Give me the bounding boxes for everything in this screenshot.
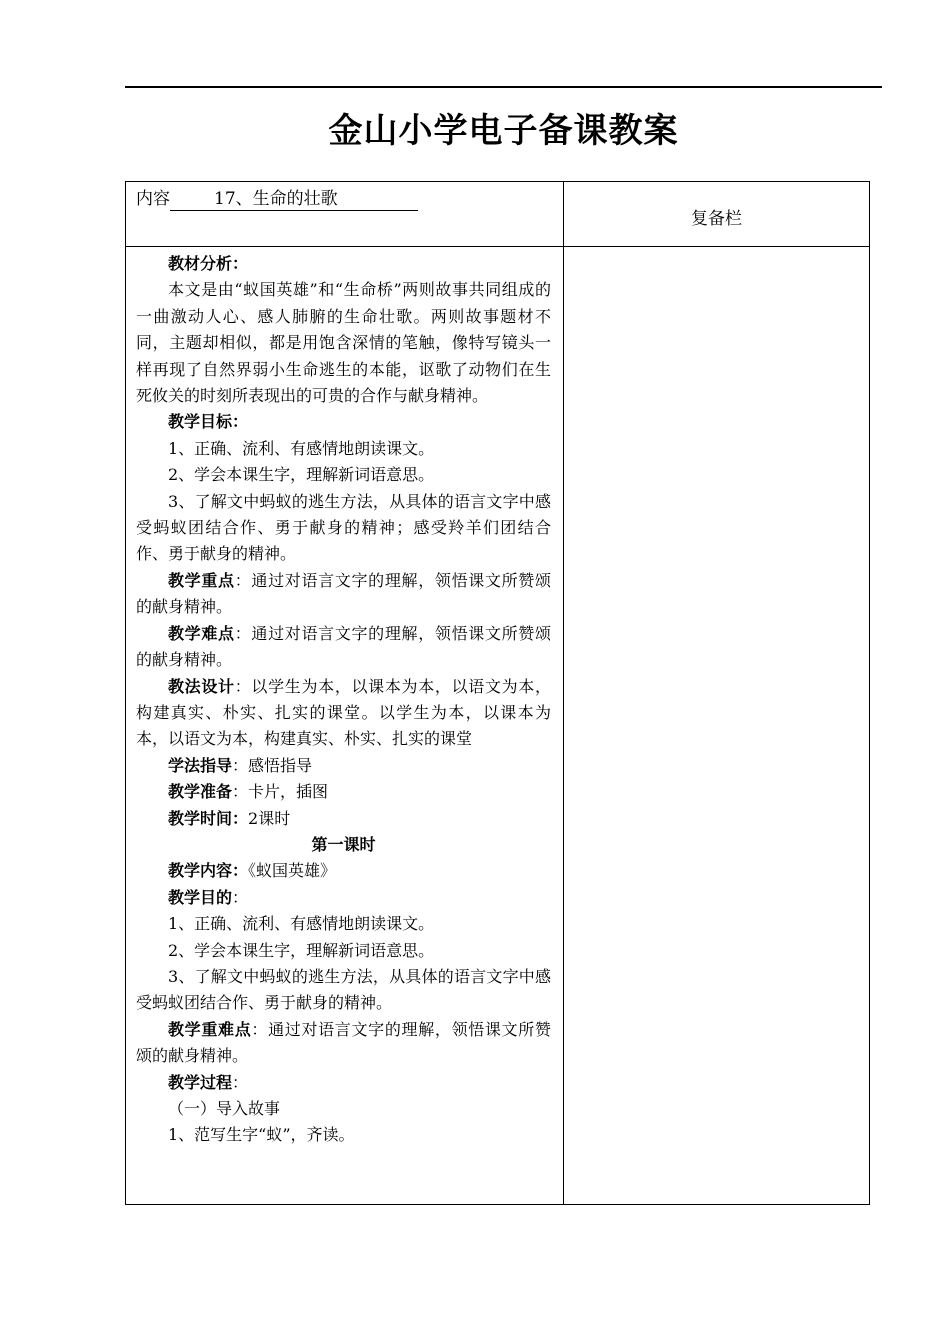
paragraph [136, 568, 551, 621]
label-method: 教法设计 [168, 676, 235, 696]
text-purpose: ： [232, 887, 249, 907]
label-study-guide: 学法指导 [168, 755, 233, 775]
content-line [126, 182, 563, 212]
top-rule [125, 86, 882, 88]
heading-teaching-goals: 教学目标： [168, 412, 249, 432]
review-label: 复备栏 [691, 209, 742, 229]
page-title: 金山小学电子备课教案 [328, 111, 679, 151]
paragraph [136, 806, 551, 832]
paragraph: （一）导入故事 [168, 1099, 281, 1118]
paragraph [136, 674, 551, 753]
review-header-cell [564, 182, 870, 247]
text-preparation: ：卡片，插图 [232, 782, 329, 802]
text-content: 《蚁国英雄》 [248, 861, 337, 881]
text-key-point: ：通过对语言文字的理解，领悟课文所赞颂的献身精神。 [136, 570, 551, 617]
section-heading: 第一课时 [311, 834, 376, 854]
text-difficulty: ：通过对语言文字的理解，领悟课文所赞颂的献身精神。 [136, 623, 551, 670]
text-process: ： [232, 1072, 249, 1092]
content-cell [126, 182, 564, 247]
label-content: 教学内容： [168, 861, 249, 881]
paragraph [136, 753, 551, 779]
label-purpose: 教学目的 [168, 887, 233, 907]
lesson-table [125, 181, 870, 1205]
label-process: 教学过程 [168, 1072, 233, 1092]
label-preparation: 教学准备 [168, 782, 233, 802]
label-difficulty: 教学难点 [168, 623, 235, 643]
paragraph [136, 858, 551, 884]
header-row [126, 182, 870, 247]
text-method: ：以学生为本，以课本为本，以语文为本，构建真实、朴实、扎实的课堂。以学生为本，以课本为本，以语文为本，构建真实、朴实、扎实的课堂 [136, 676, 551, 749]
body-row [126, 247, 870, 1205]
paragraph: 2、学会本课生字，理解新词语意思。 [168, 940, 435, 960]
paragraph: 1、正确、流利、有感情地朗读课文。 [168, 438, 435, 458]
paragraph [136, 1017, 551, 1070]
lesson-text [126, 247, 563, 1149]
paragraph [136, 885, 551, 911]
heading-material-analysis: 教材分析： [168, 254, 249, 273]
paragraph: 3、了解文中蚂蚁的逃生方法，从具体的语言文字中感受蚂蚁团结合作、勇于献身的精神；感受羚羊们团结合作、勇于献身的精神。 [136, 491, 551, 564]
label-key-difficulty: 教学重难点 [168, 1019, 252, 1039]
paragraph: 2、学会本课生字，理解新词语意思。 [168, 465, 435, 485]
paragraph: 3、了解文中蚂蚁的逃生方法，从具体的语言文字中感受蚂蚁团结合作、勇于献身的精神。 [136, 966, 551, 1013]
paragraph: 1、正确、流利、有感情地朗读课文。 [168, 914, 435, 934]
text-key-difficulty: ：通过对语言文字的理解，领悟课文所赞颂的献身精神。 [136, 1019, 551, 1066]
content-label: 内容 [136, 189, 170, 209]
paragraph [136, 251, 551, 277]
paragraph [136, 779, 551, 805]
lesson-content-cell [126, 247, 564, 1205]
paragraph [136, 1070, 551, 1096]
text-time: 2课时 [248, 808, 291, 828]
content-value: 17、生命的壮歌 [170, 188, 418, 211]
label-time: 教学时间： [168, 808, 249, 828]
paragraph [136, 621, 551, 674]
review-cell [564, 247, 870, 1205]
paragraph [136, 409, 551, 435]
paragraph: 1、范写生字“蚁”，齐读。 [168, 1125, 355, 1145]
paragraph: 本文是由“蚁国英雄”和“生命桥”两则故事共同组成的一曲激动人心、感人肺腑的生命壮歌。两则故事题材不同，主题却相似，都是用饱含深情的笔触，像特写镜头一样再现了自然界弱小生命逃生的本能，讴歌了动物们在生死攸关的时刻所表现出的可贵的合作与献身精神。 [136, 280, 551, 406]
label-key-point: 教学重点 [168, 570, 235, 590]
text-study-guide: ：感悟指导 [232, 755, 313, 775]
